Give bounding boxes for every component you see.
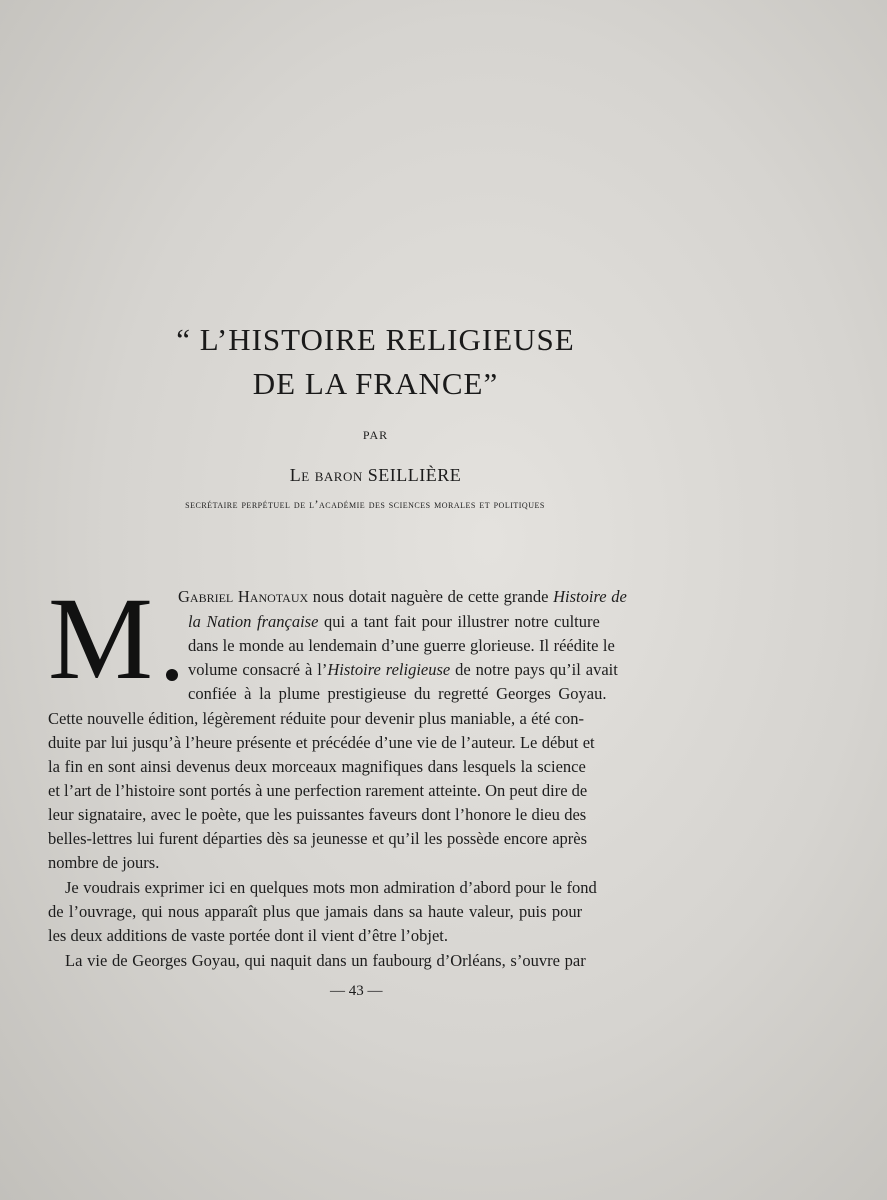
body-line-16: La vie de Georges Goyau, qui naquit dans un faubourg d’Orléans, s’ouvre par	[65, 951, 586, 970]
page-number: — 43 —	[330, 983, 383, 999]
body-line-3: dans le monde au lendemain d’une guerre glorieuse. Il réédite le	[188, 636, 615, 655]
author-name	[0, 465, 819, 486]
body-line-5: confiée à la plume prestigieuse du regretté Georges Goyau.	[188, 684, 607, 703]
byline: PAR	[362, 428, 389, 442]
body-line-1	[178, 589, 627, 606]
body-line-4	[188, 662, 618, 679]
body-line-4-post: de notre pays qu’il avait	[450, 660, 618, 679]
author-surname: SEILLIÈRE	[367, 465, 462, 485]
body-line-14: de l’ouvrage, qui nous apparaît plus que jamais dans sa haute valeur, puis pour	[48, 902, 583, 921]
body-line-12: nombre de jours.	[48, 853, 160, 872]
body-line-10: leur signataire, avec le poète, que les puissantes faveurs dont l’honore le dieu des	[48, 805, 587, 824]
article-title-line-1: “ L’HISTOIRE RELIGIEUSE	[176, 322, 575, 357]
drop-cap-dot	[166, 669, 178, 681]
body-line-8: la fin en sont ainsi devenus deux morceaux magnifiques dans lesquels la science	[48, 757, 586, 776]
body-line-1-italic: Histoire de	[553, 587, 627, 606]
body-line-15: les deux additions de vaste portée dont il vient d’être l’objet.	[48, 926, 449, 945]
body-line-2-italic: la Nation française	[188, 612, 319, 631]
body-line-4-text: volume consacré à l’	[188, 660, 328, 679]
body-line-6: Cette nouvelle édition, légèrement réduite pour devenir plus maniable, a été con-	[48, 709, 584, 728]
drop-cap: M	[48, 573, 153, 704]
body-line-13: Je voudrais exprimer ici en quelques mots mon admiration d’abord pour le fond	[65, 878, 597, 897]
body-line-9: et l’art de l’histoire sont portés à une perfection rarement atteinte. On peut dire de	[48, 781, 588, 800]
article-title-line-2: DE LA FRANCE”	[252, 366, 499, 401]
body-line-1-text: nous dotait naguère de cette grande	[308, 587, 554, 606]
author-title: secrétaire perpétuel de l’académie des sciences morales et politiques	[185, 497, 545, 511]
body-line-11: belles-lettres lui furent départies dès sa jeunesse et qu’il les possède encore après	[48, 829, 588, 848]
body-line-1-smallcaps: Gabriel Hanotaux	[178, 587, 309, 606]
author-prefix: Le baron	[289, 465, 363, 485]
body-line-7: duite par lui jusqu’à l’heure présente et précédée d’une vie de l’auteur. Le début et	[48, 733, 595, 752]
body-line-2	[188, 614, 600, 631]
body-line-2-text: qui a tant fait pour illustrer notre culture	[318, 612, 600, 631]
body-line-4-italic: Histoire religieuse	[327, 660, 451, 679]
